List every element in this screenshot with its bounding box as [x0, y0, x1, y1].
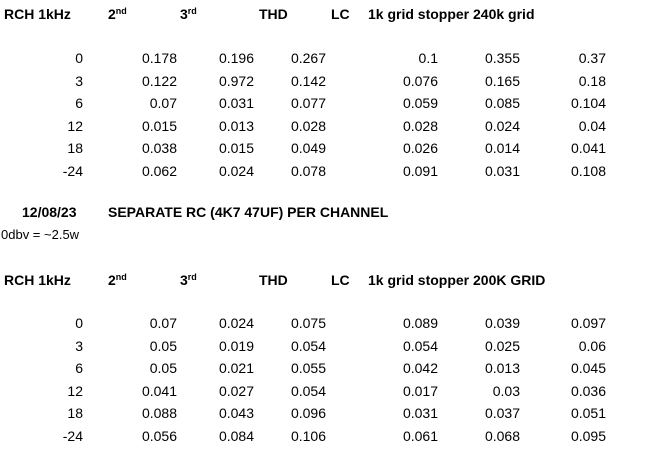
cell-l3: 0.37: [578, 50, 606, 66]
cell-thd: 0.054: [290, 382, 326, 399]
cell-thd: 0.028: [290, 117, 326, 134]
cell-l1: 0.059: [402, 95, 438, 112]
cell-level: 18: [67, 140, 83, 157]
table1-header-note: 1k grid stopper 240k grid: [368, 6, 535, 22]
cell-l3: 0.04: [578, 117, 606, 134]
cell-l3: 0.045: [570, 360, 606, 377]
cell-c3: 0.196: [218, 50, 254, 66]
cell-l3: 0.108: [570, 163, 606, 179]
cell-l3: 0.06: [578, 337, 606, 354]
cell-c3: 0.084: [218, 428, 254, 444]
cell-level: 6: [75, 360, 83, 377]
table2-header-thd: THD: [259, 272, 288, 288]
cell-c2: 0.038: [141, 140, 177, 157]
cell-thd: 0.096: [290, 405, 326, 422]
cell-l2: 0.165: [484, 72, 520, 89]
cell-thd: 0.054: [290, 337, 326, 354]
table1-header-label: RCH 1kHz: [4, 6, 71, 22]
cell-l1: 0.076: [402, 72, 438, 89]
cell-c2: 0.178: [141, 50, 177, 66]
cell-c2: 0.05: [149, 360, 177, 377]
cell-c2: 0.056: [141, 428, 177, 444]
cell-thd: 0.106: [290, 428, 326, 444]
table1-header-lc: LC: [331, 6, 350, 22]
cell-level: 0: [75, 50, 83, 66]
cell-l3: 0.104: [570, 95, 606, 112]
cell-c3: 0.031: [218, 95, 254, 112]
cell-l1: 0.028: [402, 117, 438, 134]
cell-level: -24: [62, 428, 83, 444]
cell-l3: 0.095: [570, 428, 606, 444]
cell-l3: 0.041: [570, 140, 606, 157]
cell-l2: 0.013: [484, 360, 520, 377]
cell-c2: 0.015: [141, 117, 177, 134]
cell-l2: 0.085: [484, 95, 520, 112]
cell-c2: 0.062: [141, 163, 177, 179]
cell-l2: 0.014: [484, 140, 520, 157]
cell-c3: 0.013: [218, 117, 254, 134]
cell-l1: 0.017: [402, 382, 438, 399]
table2-header-note: 1k grid stopper 200K GRID: [368, 272, 546, 288]
cell-l1: 0.091: [402, 163, 438, 179]
cell-level: 18: [67, 405, 83, 422]
cell-l2: 0.037: [484, 405, 520, 422]
cell-l2: 0.355: [484, 50, 520, 66]
cell-level: 12: [67, 382, 83, 399]
cell-thd: 0.075: [290, 315, 326, 331]
cell-l2: 0.068: [484, 428, 520, 444]
cell-thd: 0.077: [290, 95, 326, 112]
cell-c2: 0.041: [141, 382, 177, 399]
cell-level: 6: [75, 95, 83, 112]
cell-c2: 0.05: [149, 337, 177, 354]
table1-header-thd: THD: [259, 6, 288, 22]
cell-l3: 0.051: [570, 405, 606, 422]
cell-c3: 0.015: [218, 140, 254, 157]
cell-l2: 0.031: [484, 163, 520, 179]
table1-header-3rd: 3rd: [180, 6, 197, 22]
cell-c2: 0.07: [149, 315, 177, 331]
cell-level: 3: [75, 72, 83, 89]
cell-l2: 0.039: [484, 315, 520, 331]
table2-header-3rd: 3rd: [180, 272, 197, 288]
cell-thd: 0.142: [290, 72, 326, 89]
cell-l1: 0.061: [402, 428, 438, 444]
cell-l1: 0.026: [402, 140, 438, 157]
cell-level: 3: [75, 337, 83, 354]
cell-l2: 0.024: [484, 117, 520, 134]
cell-l1: 0.089: [402, 315, 438, 331]
cell-c2: 0.088: [141, 405, 177, 422]
table2-header-2nd: 2nd: [108, 272, 127, 288]
cell-c3: 0.024: [218, 163, 254, 179]
section-note: 0dbv = ~2.5w: [1, 227, 80, 242]
cell-level: 12: [67, 117, 83, 134]
cell-c3: 0.027: [218, 382, 254, 399]
cell-l2: 0.03: [492, 382, 520, 399]
cell-thd: 0.267: [290, 50, 326, 66]
table1-header-2nd: 2nd: [108, 6, 127, 22]
cell-c3: 0.024: [218, 315, 254, 331]
cell-l1: 0.1: [418, 50, 438, 66]
cell-thd: 0.055: [290, 360, 326, 377]
cell-l3: 0.036: [570, 382, 606, 399]
cell-l3: 0.097: [570, 315, 606, 331]
cell-l1: 0.031: [402, 405, 438, 422]
cell-level: -24: [62, 163, 83, 179]
cell-c2: 0.07: [149, 95, 177, 112]
table2-header-label: RCH 1kHz: [4, 272, 71, 288]
section-title: SEPARATE RC (4K7 47UF) PER CHANNEL: [108, 204, 389, 220]
cell-c3: 0.043: [218, 405, 254, 422]
cell-thd: 0.078: [290, 163, 326, 179]
cell-c3: 0.019: [218, 337, 254, 354]
cell-level: 0: [75, 315, 83, 331]
cell-l3: 0.18: [578, 72, 606, 89]
cell-l1: 0.042: [402, 360, 438, 377]
cell-c3: 0.021: [218, 360, 254, 377]
cell-c3: 0.972: [218, 72, 254, 89]
cell-l1: 0.054: [402, 337, 438, 354]
cell-c2: 0.122: [141, 72, 177, 89]
cell-l2: 0.025: [484, 337, 520, 354]
table2-header-lc: LC: [331, 272, 350, 288]
cell-thd: 0.049: [290, 140, 326, 157]
section-date: 12/08/23: [22, 204, 77, 220]
